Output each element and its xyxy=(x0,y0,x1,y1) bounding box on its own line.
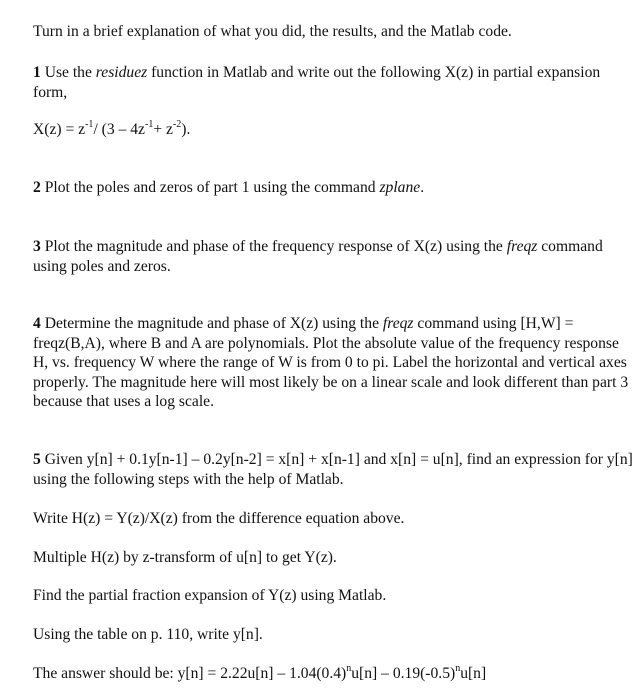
question-3-post: command using poles and zeros. xyxy=(33,238,603,275)
intro-sentence: Turn in a brief explanation of what you did, the results, and the Matlab code. xyxy=(33,23,512,40)
question-1-function: residuez xyxy=(95,64,148,81)
intro-text xyxy=(33,22,633,42)
question-5-step-1 xyxy=(33,509,633,529)
question-1-equation xyxy=(33,120,633,140)
question-4-post: command using [H,W] = freqz(B,A), where B and A are polynomials. Plot the absolute value of the frequency response H, vs. frequency W where the range of W is from 0 to pi. Label the horizontal and vertical axes properly. The magnitude here will most likely be on a linear scale and look different than part 3 because that uses a log scale. xyxy=(33,315,629,410)
question-5-number: 5 xyxy=(33,451,41,468)
step-2-text: Multiple H(z) by z-transform of u[n] to get Y(z). xyxy=(33,549,337,566)
question-2-pre: Plot the poles and zeros of part 1 using the command xyxy=(40,179,380,196)
answer-part-a: The answer should be: y[n] = 2.22u[n] – 1.04(0.4) xyxy=(33,665,347,682)
question-3 xyxy=(33,237,633,276)
step-3-text: Find the partial fraction expansion of Y(z) using Matlab. xyxy=(33,587,387,604)
answer-exponent-2: n xyxy=(455,662,461,674)
answer-part-c: u[n] xyxy=(460,665,487,682)
eq-exponent-2: -1 xyxy=(144,118,154,130)
question-5 xyxy=(33,450,633,489)
eq-part-b: / (3 – 4z xyxy=(93,121,145,138)
question-1-number: 1 xyxy=(33,64,41,81)
question-3-pre: Plot the magnitude and phase of the frequency response of X(z) using the xyxy=(40,238,507,255)
step-4-text: Using the table on p. 110, write y[n]. xyxy=(33,626,263,643)
answer-part-b: u[n] – 0.19(-0.5) xyxy=(351,665,456,682)
question-4 xyxy=(33,314,633,412)
question-2-command: zplane xyxy=(379,179,421,196)
eq-part-c: + z xyxy=(153,121,173,138)
question-5-answer xyxy=(33,664,633,684)
eq-part-a: X(z) = z xyxy=(33,121,86,138)
question-4-pre: Determine the magnitude and phase of X(z) using the xyxy=(40,315,383,332)
question-4-number: 4 xyxy=(33,315,41,332)
question-1-post: function in Matlab and write out the following X(z) in partial expansion form, xyxy=(33,64,601,101)
eq-exponent-3: -2 xyxy=(172,118,182,130)
question-1 xyxy=(33,63,633,102)
eq-part-d: ). xyxy=(181,121,191,138)
eq-exponent-1: -1 xyxy=(85,118,94,130)
step-1-text: Write H(z) = Y(z)/X(z) from the difference equation above. xyxy=(33,510,405,527)
question-5-step-3 xyxy=(33,586,633,606)
answer-exponent-1: n xyxy=(346,662,352,674)
question-2-number: 2 xyxy=(33,179,41,196)
question-2 xyxy=(33,178,633,198)
question-3-command: freqz xyxy=(506,238,538,255)
question-5-text: Given y[n] + 0.1y[n-1] – 0.2y[n-2] = x[n] + x[n-1] and x[n] = u[n], find an expression for y[n] using the following steps with the help of Matlab. xyxy=(33,451,633,488)
question-2-post: . xyxy=(420,179,425,196)
question-4-command: freqz xyxy=(382,315,414,332)
question-1-pre: Use the xyxy=(40,64,96,81)
question-5-step-2 xyxy=(33,548,633,568)
question-3-number: 3 xyxy=(33,238,41,255)
question-5-step-4 xyxy=(33,625,633,645)
